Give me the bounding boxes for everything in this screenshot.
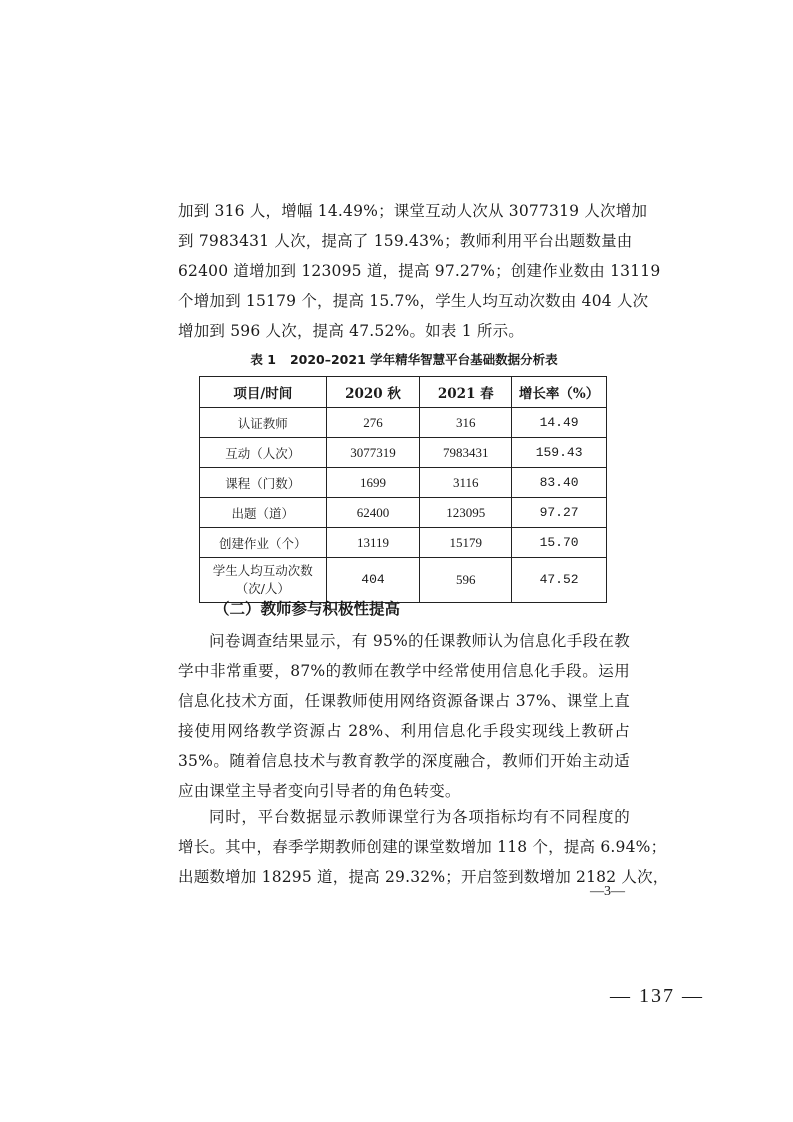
paragraph-line: 到 7983431 人次，提高了 159.43%；教师利用平台出题数量由	[178, 232, 633, 250]
table-caption-number: 表 1	[250, 352, 276, 367]
cell-item: 创建作业（个）	[200, 528, 327, 558]
table-caption-title: 2020–2021 学年精华智慧平台基础数据分析表	[289, 352, 558, 367]
paragraph-line: 增加到 596 人次，提高 47.52%。如表 1 所示。	[178, 322, 524, 340]
column-header-growth: 增长率（%）	[512, 377, 607, 408]
paragraph-line: 35%。随着信息技术与教育教学的深度融合，教师们开始主动适	[178, 752, 630, 770]
cell-item-line: （次/人）	[235, 581, 290, 596]
paragraph-line: 同时，平台数据显示教师课堂行为各项指标均有不同程度的	[209, 808, 630, 826]
paragraph-line: 应由课堂主导者变向引导者的角色转变。	[178, 782, 461, 800]
cell-item: 出题（道）	[200, 498, 327, 528]
cell-growth: 14.49	[512, 408, 607, 438]
paragraph-line: 个增加到 15179 个，提高 15.7%，学生人均互动次数由 404 人次	[178, 292, 649, 310]
cell-spring: 123095	[420, 498, 512, 528]
table-row	[200, 468, 607, 498]
section-heading: （二）教师参与积极性提高	[214, 599, 401, 618]
cell-growth: 159.43	[512, 438, 607, 468]
paragraph-line: 出题数增加 18295 道，提高 29.32%；开启签到数增加 2182 人次，	[178, 868, 669, 886]
data-table	[199, 376, 607, 603]
table-row	[200, 528, 607, 558]
cell-growth: 97.27	[512, 498, 607, 528]
table-header-row	[200, 377, 607, 408]
cell-growth: 83.40	[512, 468, 607, 498]
cell-autumn: 276	[326, 408, 420, 438]
table-row	[200, 408, 607, 438]
cell-spring: 596	[420, 558, 512, 603]
cell-growth: 47.52	[512, 558, 607, 603]
table-row	[200, 498, 607, 528]
cell-autumn: 62400	[326, 498, 420, 528]
paragraph-1	[178, 196, 661, 346]
cell-autumn: 404	[326, 558, 420, 603]
column-header-autumn: 2020 秋	[326, 377, 420, 408]
paragraph-line: 问卷调查结果显示，有 95%的任课教师认为信息化手段在教	[209, 632, 630, 650]
cell-autumn: 1699	[326, 468, 420, 498]
paragraph-line: 接使用网络教学资源占 28%、利用信息化手段实现线上教研占	[178, 722, 630, 740]
paragraph-line: 加到 316 人，增幅 14.49%；课堂互动人次从 3077319 人次增加	[178, 202, 648, 220]
cell-item-line: 学生人均互动次数	[212, 563, 313, 578]
cell-autumn: 3077319	[326, 438, 420, 468]
cell-item: 课程（门数）	[200, 468, 327, 498]
page-number: — 137 —	[610, 985, 704, 1007]
paragraph-line: 增长。其中，春季学期教师创建的课堂数增加 118 个，提高 6.94%；	[178, 838, 667, 856]
paragraph-2	[178, 626, 630, 806]
paragraph-3	[178, 802, 669, 892]
cell-spring: 15179	[420, 528, 512, 558]
cell-spring: 316	[420, 408, 512, 438]
cell-autumn: 13119	[326, 528, 420, 558]
table-caption	[178, 352, 630, 368]
column-header-spring: 2021 春	[420, 377, 512, 408]
paragraph-line: 62400 道增加到 123095 道，提高 97.27%；创建作业数由 13119	[178, 262, 661, 280]
inner-page-mark: —3—	[590, 884, 625, 899]
cell-item: 认证教师	[200, 408, 327, 438]
paragraph-line: 学中非常重要，87%的教师在教学中经常使用信息化手段。运用	[178, 662, 630, 680]
table-row	[200, 438, 607, 468]
column-header-item: 项目/时间	[200, 377, 327, 408]
paragraph-line: 信息化技术方面，任课教师使用网络资源备课占 37%、课堂上直	[178, 692, 630, 710]
cell-growth: 15.70	[512, 528, 607, 558]
cell-spring: 3116	[420, 468, 512, 498]
cell-spring: 7983431	[420, 438, 512, 468]
cell-item: 互动（人次）	[200, 438, 327, 468]
